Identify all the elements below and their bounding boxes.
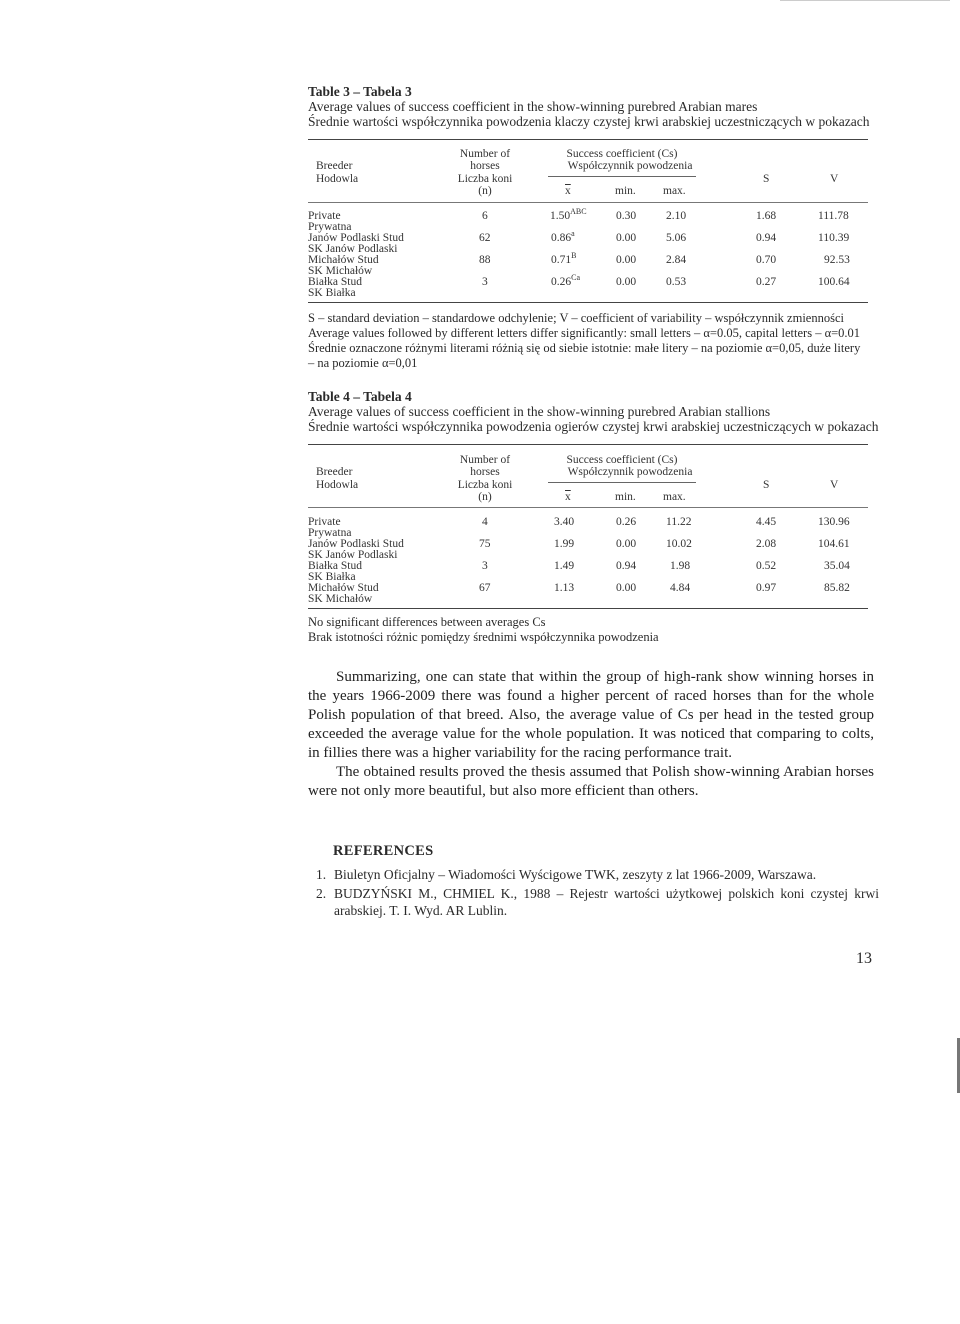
table3-row1-name-en: Private <box>308 210 341 222</box>
table3-row2-name-en: Janów Podlaski Stud <box>308 232 404 244</box>
table4-header-v: V <box>830 479 839 491</box>
table4-header-s: S <box>763 479 770 491</box>
table3-notes <box>308 311 868 371</box>
reference-2-text: BUDZYŃSKI M., CHMIEL K., 1988 – Rejestr wartości użytkowej polskich koni czystej krwi arabskiej. T. I. Wyd. AR Lublin. <box>334 886 879 918</box>
table4-header-n2: horses <box>470 466 500 478</box>
table3-row3-name-en: Michałów Stud <box>308 254 379 266</box>
table4-row1-mean: 3.40 <box>554 516 575 528</box>
table4-caption-en: Average values of success coefficient in the show-winning purebred Arabian stallions <box>308 404 771 419</box>
table4-row2-name-en: Janów Podlaski Stud <box>308 538 404 550</box>
table4-row2-s: 2.08 <box>756 538 777 550</box>
table3-row1-n: 6 <box>482 210 488 222</box>
table3-row2-sup: a <box>571 229 575 239</box>
reference-1 <box>316 866 876 884</box>
table4-row4-name-en: Michałów Stud <box>308 582 379 594</box>
table4-row2-min: 0.00 <box>616 538 637 550</box>
summary-text <box>308 668 874 801</box>
table3-row3-name-pl: SK Michałów <box>308 265 373 277</box>
table3-row3-sup: B <box>571 251 577 261</box>
table3-row2-name-pl: SK Janów Podlaski <box>308 243 398 255</box>
table3-note-3: Średnie oznaczone różnymi literami różnią się od siebie istotnie: małe litery – na poziomie α=0,05, duże litery <box>308 341 861 355</box>
table4-row4-mean: 1.13 <box>554 582 575 594</box>
table4-row3-min: 0.94 <box>616 560 637 572</box>
table3-row1-min: 0.30 <box>616 210 637 222</box>
table3-row4-n: 3 <box>482 276 488 288</box>
summary-paragraph-1: Summarizing, one can state that within the group of high-rank show winning horses in the years 1966-2009 there was found a higher percent of raced horses than for the whole Polish population of that breed. Also, the average value of Cs per head in the tested group exceeded the average value for the whole population. It was noticed that comparing to colts, in fillies there was a higher variability for the racing performance trait. <box>308 669 874 761</box>
reference-2 <box>316 885 879 921</box>
table4-row1-s: 4.45 <box>756 516 777 528</box>
table3-row1-s: 1.68 <box>756 210 777 222</box>
table4-notes <box>308 615 868 645</box>
table4-row2-max: 10.02 <box>666 538 692 550</box>
table4-header-breeder-pl: Hodowla <box>316 479 359 491</box>
table4-note-2: Brak istotności różnic pomiędzy średnimi współczynnika powodzenia <box>308 630 659 644</box>
table3-header-breeder-pl: Hodowla <box>316 173 359 185</box>
table3-row2-max: 5.06 <box>666 232 687 244</box>
table4-row4-min: 0.00 <box>616 582 637 594</box>
table3-row2-v: 110.39 <box>818 232 850 244</box>
table3-header-n4: (n) <box>478 185 492 197</box>
references-title: REFERENCES <box>333 843 434 859</box>
table3-caption-pl: Średnie wartości współczynnika powodzenia klaczy czystej krwi arabskiej uczestniczących w pokazach <box>308 114 870 129</box>
table4-row3-mean: 1.49 <box>554 560 575 572</box>
table3-row3-mean: 0.71 <box>551 254 572 266</box>
table3-row4-name-pl: SK Białka <box>308 287 356 299</box>
table3-header-n1: Number of <box>459 148 511 160</box>
table4-cs-subrule <box>548 482 696 483</box>
table3-row4-s: 0.27 <box>756 276 777 288</box>
reference-1-text: Biuletyn Oficjalny – Wiadomości Wyścigowe TWK, zeszyty z lat 1966-2009, Warszawa. <box>334 867 817 882</box>
table4-row4-v: 85.82 <box>824 582 850 594</box>
table3-caption <box>308 84 868 129</box>
reference-2-number: 2. <box>316 886 327 901</box>
table4-row4-name-pl: SK Michałów <box>308 593 373 605</box>
table4-bottom-rule <box>308 608 868 609</box>
table4-header-max: max. <box>663 491 686 503</box>
table4-top-rule <box>308 444 868 445</box>
table3-row2-mean: 0.86 <box>551 232 572 244</box>
table3-row2-s: 0.94 <box>756 232 777 244</box>
table3-header-max: max. <box>663 185 686 197</box>
table4-caption <box>308 389 879 434</box>
table3-label: Table 3 – Tabela 3 <box>308 84 412 99</box>
table3-row3-max: 2.84 <box>666 254 687 266</box>
table3-row3-s: 0.70 <box>756 254 777 266</box>
table4-row3-v: 35.04 <box>824 560 850 572</box>
table3-row1-mean: 1.50 <box>550 210 571 222</box>
table3-header-n3: Liczba koni <box>457 173 513 185</box>
table4-header-n4: (n) <box>478 491 492 503</box>
table3-header-breeder-en: Breeder <box>316 160 353 172</box>
table4-header-rule <box>308 507 868 508</box>
table4-row1-min: 0.26 <box>616 516 637 528</box>
table4-note-1: No significant differences between averages Cs <box>308 615 546 629</box>
table4-header-mean: $\overline{x}$ <box>565 491 571 503</box>
table4-row3-max: 1.98 <box>670 560 691 572</box>
table3-row3-v: 92.53 <box>824 254 850 266</box>
table4-row3-n: 3 <box>482 560 488 572</box>
table3-note-1: S – standard deviation – standardowe odchylenie; V – coefficient of variability – współczynnik zmienności <box>308 311 844 325</box>
table4-row1-v: 130.96 <box>818 516 850 528</box>
table3-row4-min: 0.00 <box>616 276 637 288</box>
table4-row1-name-pl: Prywatna <box>308 527 352 539</box>
table4-row2-mean: 1.99 <box>554 538 575 550</box>
table3-row3-n: 88 <box>479 254 491 266</box>
table3-bottom-rule <box>308 302 868 303</box>
table3-row1-v: 111.78 <box>818 210 849 222</box>
table4-header-n3: Liczba koni <box>457 479 513 491</box>
table4-row3-name-pl: SK Białka <box>308 571 356 583</box>
table3-note-2: Average values followed by different letters differ significantly: small letters – α=0.05, capital letters – α=0.01 <box>308 326 861 340</box>
table3-row1-name-pl: Prywatna <box>308 221 352 233</box>
table4 <box>308 452 868 512</box>
table3-header-v: V <box>830 173 839 185</box>
table4-row3-name-en: Białka Stud <box>308 560 362 572</box>
table4-row4-n: 67 <box>479 582 491 594</box>
table4-row1-n: 4 <box>482 516 488 528</box>
table4-caption-pl: Średnie wartości współczynnika powodzenia ogierów czystej krwi arabskiej uczestniczących w pokazach <box>308 419 879 434</box>
table4-row2-name-pl: SK Janów Podlaski <box>308 549 398 561</box>
table4-header-min: min. <box>615 491 636 503</box>
table3-row4-mean: 0.26 <box>551 276 572 288</box>
table3-header-mean: $\overline{x}$ <box>565 185 571 197</box>
table4-row3-s: 0.52 <box>756 560 777 572</box>
table3-header-cs2: Współczynnik powodzenia <box>567 160 693 172</box>
table4-row2-n: 75 <box>479 538 491 550</box>
table3-row4-sup: Ca <box>571 273 581 283</box>
table3-row4-v: 100.64 <box>818 276 850 288</box>
table3-header-min: min. <box>615 185 636 197</box>
summary-paragraph-2: The obtained results proved the thesis assumed that Polish show-winning Arabian horses were not only more beautiful, but also more efficient than others. <box>308 764 874 799</box>
table4-row1-max: 11.22 <box>666 516 692 528</box>
reference-1-number: 1. <box>316 867 327 882</box>
table3-header-rule <box>308 202 868 203</box>
table3-row3-min: 0.00 <box>616 254 637 266</box>
scan-edge-line <box>780 0 950 1</box>
table3 <box>308 146 868 306</box>
table4-row4-max: 4.84 <box>670 582 691 594</box>
table4-header-cs2: Współczynnik powodzenia <box>567 466 693 478</box>
table3-row1-max: 2.10 <box>666 210 687 222</box>
table4-row2-v: 104.61 <box>818 538 850 550</box>
table3-row1-mean-cell <box>550 207 587 222</box>
table3-row1-sup: ABC <box>570 207 587 217</box>
table4-header-cs1: Success coefficient (Cs) <box>566 454 678 466</box>
table3-row2-n: 62 <box>479 232 491 244</box>
table3-row4-max: 0.53 <box>666 276 687 288</box>
table3-caption-en: Average values of success coefficient in the show-winning purebred Arabian mares <box>308 99 758 114</box>
table3-row3-mean-cell <box>551 251 577 266</box>
table3-header-cs1: Success coefficient (Cs) <box>566 148 678 160</box>
table3-note-4: – na poziomie α=0,01 <box>308 356 418 370</box>
table3-header-n2: horses <box>470 160 500 172</box>
table3-header-s: S <box>763 173 770 185</box>
table3-cs-subrule <box>548 176 696 177</box>
table4-header-n1: Number of <box>459 454 511 466</box>
table3-row4-name-en: Białka Stud <box>308 276 362 288</box>
table4-header-breeder-en: Breeder <box>316 466 353 478</box>
table3-row4-mean-cell <box>551 273 581 288</box>
table4-row1-name-en: Private <box>308 516 341 528</box>
table4-label: Table 4 – Tabela 4 <box>308 389 412 404</box>
table3-row2-mean-cell <box>551 229 575 244</box>
table3-row2-min: 0.00 <box>616 232 637 244</box>
page-number: 13 <box>856 950 872 967</box>
table3-top-rule <box>308 139 868 140</box>
table4-row4-s: 0.97 <box>756 582 777 594</box>
